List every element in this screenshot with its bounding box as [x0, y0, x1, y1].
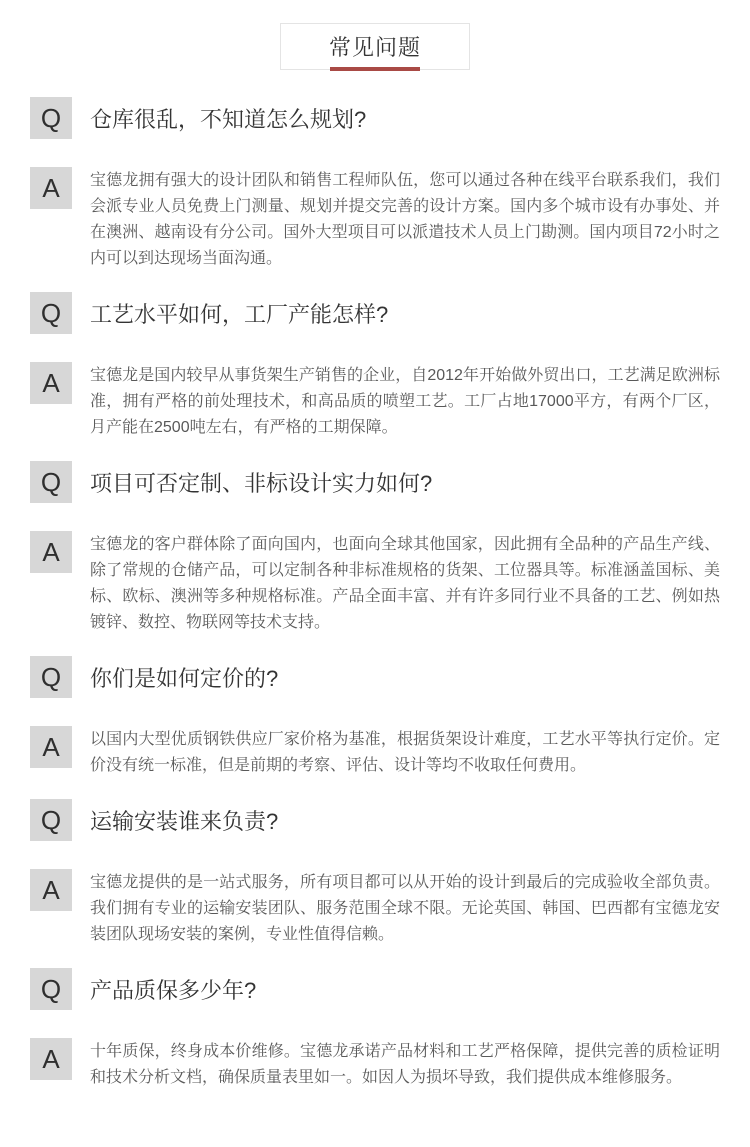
answer-row: [30, 1038, 720, 1091]
answer-badge: A: [30, 726, 72, 768]
answer-row: [30, 362, 720, 441]
answer-badge: A: [30, 1038, 72, 1080]
question-row: [30, 968, 720, 1010]
question-text: 仓库很乱，不知道怎么规划?: [90, 106, 367, 132]
answer-text: 宝德龙拥有强大的设计团队和销售工程师队伍，您可以通过各种在线平台联系我们，我们会派专业人员免费上门测量、规划并提交完善的设计方案。国内多个城市设有办事处、并在澳洲、越南设有分公司。国外大型项目可以派遣技术人员上门勘测。国内项目72小时之内可以到达现场当面沟通。: [90, 172, 720, 267]
answer-text: 宝德龙是国内较早从事货架生产销售的企业，自2012年开始做外贸出口，工艺满足欧洲标准，拥有严格的前处理技术，和高品质的喷塑工艺。工厂占地17000平方，有两个厂区，月产能在2500吨左右，有严格的工期保障。: [90, 367, 720, 436]
answer-row: [30, 726, 720, 779]
question-text: 你们是如何定价的?: [90, 665, 279, 691]
answer-badge: A: [30, 869, 72, 911]
faq-item: [30, 292, 720, 441]
faq-item: [30, 968, 720, 1091]
answer-badge: A: [30, 362, 72, 404]
question-text: 运输安装谁来负责?: [90, 808, 279, 834]
question-row: [30, 799, 720, 841]
faq-item: [30, 656, 720, 779]
faq-item: [30, 97, 720, 272]
question-badge: Q: [30, 97, 72, 139]
answer-text: 宝德龙的客户群体除了面向国内，也面向全球其他国家，因此拥有全品种的产品生产线、除了常规的仓储产品，可以定制各种非标准规格的货架、工位器具等。标准涵盖国标、美标、欧标、澳洲等多种规格标准。产品全面丰富、并有许多同行业不具备的工艺、例如热镀锌、数控、物联网等技术支持。: [90, 536, 720, 631]
question-row: [30, 97, 720, 139]
answer-row: [30, 531, 720, 636]
page-title-box: [280, 23, 470, 70]
answer-row: [30, 869, 720, 948]
answer-text: 十年质保，终身成本价维修。宝德龙承诺产品材料和工艺严格保障，提供完善的质检证明和技术分析文档，确保质量表里如一。如因人为损坏导致，我们提供成本维修服务。: [90, 1043, 720, 1086]
question-badge: Q: [30, 292, 72, 334]
question-badge: Q: [30, 656, 72, 698]
faq-item: [30, 799, 720, 948]
answer-badge: A: [30, 167, 72, 209]
answer-text: 宝德龙提供的是一站式服务，所有项目都可以从开始的设计到最后的完成验收全部负责。我们拥有专业的运输安装团队、服务范围全球不限。无论英国、韩国、巴西都有宝德龙安装团队现场安装的案例，专业性值得信赖。: [90, 874, 720, 943]
answer-text: 以国内大型优质钢铁供应厂家价格为基准，根据货架设计难度，工艺水平等执行定价。定价没有统一标准，但是前期的考察、评估、设计等均不收取任何费用。: [90, 731, 720, 774]
question-text: 工艺水平如何，工厂产能怎样?: [90, 301, 389, 327]
title-accent-bar: [330, 67, 420, 71]
question-text: 项目可否定制、非标设计实力如何?: [90, 470, 433, 496]
question-row: [30, 656, 720, 698]
answer-badge: A: [30, 531, 72, 573]
question-badge: Q: [30, 968, 72, 1010]
question-text: 产品质保多少年?: [90, 977, 257, 1003]
question-row: [30, 292, 720, 334]
question-row: [30, 461, 720, 503]
question-badge: Q: [30, 799, 72, 841]
faq-item: [30, 461, 720, 636]
page-title: 常见问题: [328, 35, 421, 60]
question-badge: Q: [30, 461, 72, 503]
answer-row: [30, 167, 720, 272]
faq-list: [30, 97, 720, 1091]
